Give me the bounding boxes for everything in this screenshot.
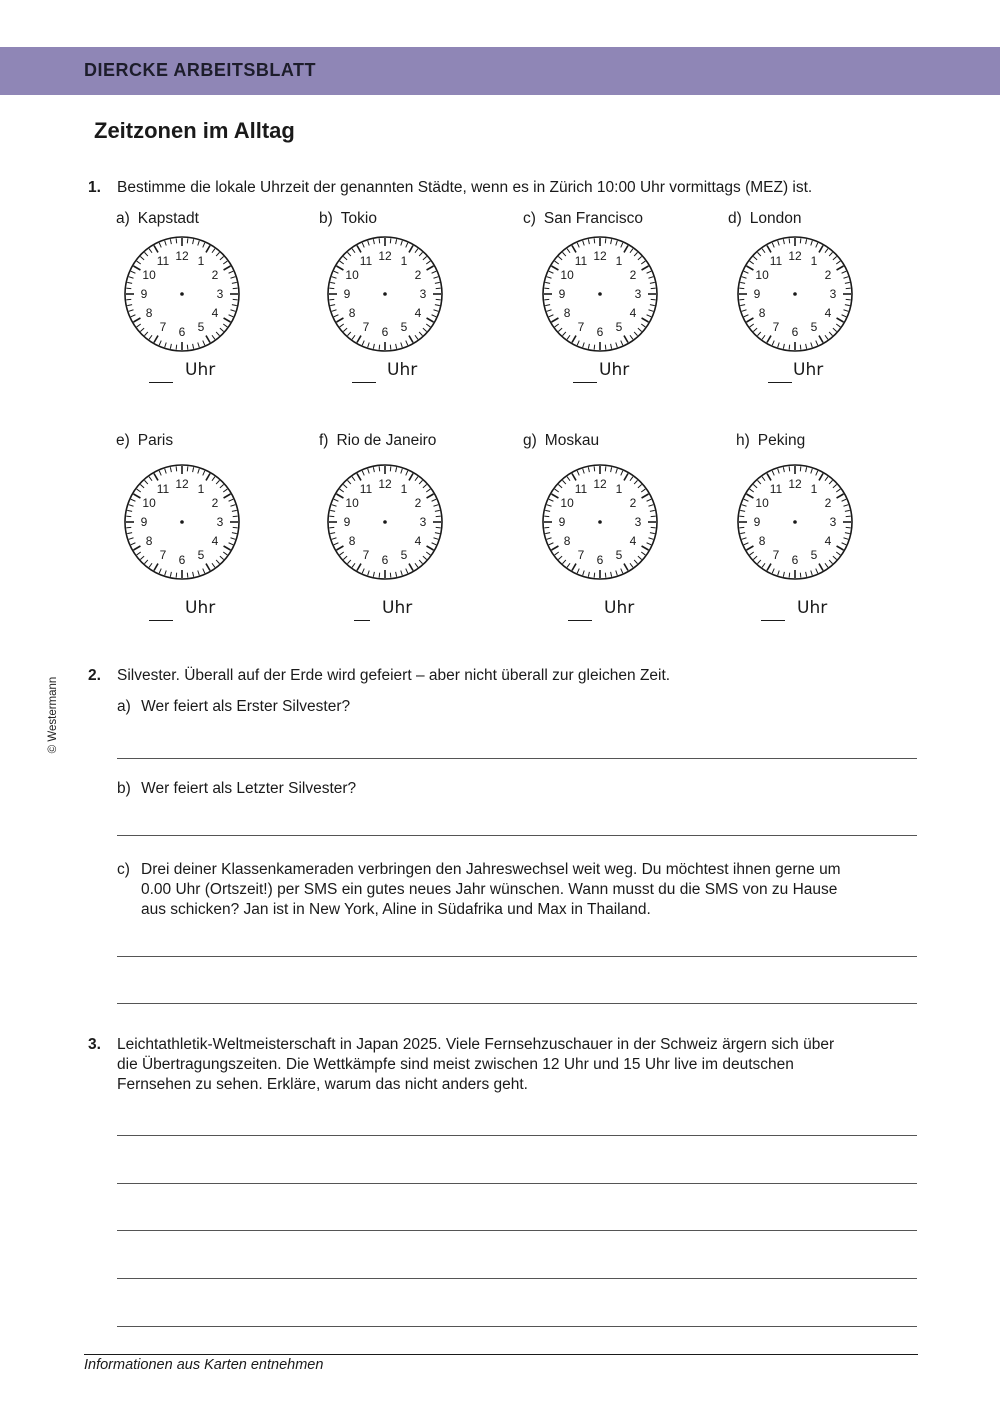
svg-text:7: 7 <box>577 547 585 562</box>
uhr-label: Uhr <box>382 598 413 618</box>
time-answer-blank[interactable] <box>149 382 173 383</box>
task-2c-letter: c) <box>117 861 130 878</box>
footer-rule <box>84 1354 918 1355</box>
svg-text:5: 5 <box>197 319 205 334</box>
clock-item <box>523 432 703 632</box>
svg-text:6: 6 <box>596 553 604 567</box>
svg-text:10: 10 <box>345 496 359 510</box>
svg-text:3: 3 <box>419 515 427 529</box>
svg-text:5: 5 <box>810 319 818 334</box>
time-answer-blank[interactable] <box>149 620 173 621</box>
city-name: Moskau <box>544 432 600 449</box>
svg-text:8: 8 <box>758 306 766 320</box>
city-letter: e) <box>116 432 130 449</box>
clock-item <box>319 210 499 410</box>
svg-text:9: 9 <box>343 515 351 529</box>
svg-text:10: 10 <box>755 496 769 510</box>
svg-text:3: 3 <box>829 515 837 529</box>
task-2-text: Silvester. Überall auf der Erde wird gefeiert – aber nicht überall zur gleichen Zeit. <box>117 667 671 684</box>
uhr-label: Uhr <box>797 598 828 618</box>
city-letter: g) <box>523 432 537 449</box>
answer-line[interactable] <box>117 1003 917 1004</box>
city-letter: a) <box>116 210 130 227</box>
svg-text:8: 8 <box>348 534 356 548</box>
uhr-label: Uhr <box>185 598 216 618</box>
answer-line[interactable] <box>117 1230 917 1231</box>
svg-text:3: 3 <box>216 515 224 529</box>
city-name: Tokio <box>340 210 377 227</box>
svg-text:5: 5 <box>400 547 408 562</box>
time-answer-blank[interactable] <box>568 620 592 621</box>
task-2b-text: Wer feiert als Letzter Silvester? <box>141 780 357 797</box>
clock-item <box>319 432 499 632</box>
svg-text:8: 8 <box>758 534 766 548</box>
svg-text:2: 2 <box>629 268 637 282</box>
svg-text:5: 5 <box>810 547 818 562</box>
svg-text:9: 9 <box>558 515 566 529</box>
svg-text:2: 2 <box>414 496 422 510</box>
task-1-text: Bestimme die lokale Uhrzeit der genannten Städte, wenn es in Zürich 10:00 Uhr vormittags (MEZ) ist. <box>117 179 813 196</box>
uhr-label: Uhr <box>185 360 216 380</box>
svg-text:2: 2 <box>824 496 832 510</box>
time-answer-blank[interactable] <box>761 620 785 621</box>
svg-text:7: 7 <box>772 547 780 562</box>
svg-text:12: 12 <box>788 477 802 491</box>
svg-text:3: 3 <box>419 287 427 301</box>
svg-text:6: 6 <box>791 325 799 339</box>
svg-text:11: 11 <box>574 482 588 497</box>
header-title: DIERCKE ARBEITSBLATT <box>84 60 316 80</box>
task-2b <box>117 779 356 799</box>
svg-text:12: 12 <box>593 477 607 491</box>
city-name: Paris <box>137 432 174 449</box>
city-name: San Francisco <box>543 210 643 227</box>
city-name: Rio de Janeiro <box>336 432 437 449</box>
answer-line[interactable] <box>117 1183 917 1184</box>
svg-text:2: 2 <box>824 268 832 282</box>
task-2a-text: Wer feiert als Erster Silvester? <box>141 698 351 715</box>
answer-line[interactable] <box>117 1278 917 1279</box>
task-2c-line: Drei deiner Klassenkameraden verbringen den Jahreswechsel weit weg. Du möchtest ihnen gerne um <box>141 861 841 878</box>
svg-text:6: 6 <box>381 553 389 567</box>
task-2c-text <box>141 860 841 920</box>
svg-text:8: 8 <box>145 534 153 548</box>
svg-text:9: 9 <box>558 287 566 301</box>
svg-text:1: 1 <box>615 482 623 497</box>
task-1-number: 1. <box>88 179 101 196</box>
svg-text:7: 7 <box>577 319 585 334</box>
svg-text:6: 6 <box>596 325 604 339</box>
svg-text:7: 7 <box>772 319 780 334</box>
svg-text:11: 11 <box>359 254 373 269</box>
svg-text:4: 4 <box>824 534 832 548</box>
page-title: Zeitzonen im Alltag <box>94 118 295 143</box>
svg-text:10: 10 <box>142 496 156 510</box>
svg-text:11: 11 <box>574 254 588 269</box>
city-letter: b) <box>319 210 333 227</box>
svg-text:4: 4 <box>824 306 832 320</box>
clock-face-icon <box>120 232 244 356</box>
svg-text:3: 3 <box>829 287 837 301</box>
uhr-label: Uhr <box>604 598 635 618</box>
svg-text:2: 2 <box>414 268 422 282</box>
svg-text:9: 9 <box>140 287 148 301</box>
svg-text:2: 2 <box>211 496 219 510</box>
svg-text:3: 3 <box>216 287 224 301</box>
clock-face-icon <box>323 460 447 584</box>
task-3-line: die Übertragungszeiten. Die Wettkämpfe sind meist zwischen 12 Uhr und 15 Uhr live im deutschen <box>117 1056 794 1073</box>
clock-item <box>116 432 296 632</box>
svg-text:4: 4 <box>414 306 422 320</box>
clock-item <box>116 210 296 410</box>
time-answer-blank[interactable] <box>354 620 370 621</box>
clock-face-icon <box>733 232 857 356</box>
svg-text:9: 9 <box>343 287 351 301</box>
copyright-note: © Westermann <box>47 676 59 754</box>
svg-text:10: 10 <box>560 496 574 510</box>
svg-text:11: 11 <box>359 482 373 497</box>
answer-line[interactable] <box>117 758 917 759</box>
task-3-number: 3. <box>88 1036 101 1053</box>
svg-text:2: 2 <box>629 496 637 510</box>
svg-text:12: 12 <box>175 249 189 263</box>
svg-text:1: 1 <box>615 254 623 269</box>
svg-text:11: 11 <box>769 482 783 497</box>
clock-face-icon <box>120 460 244 584</box>
svg-text:7: 7 <box>159 547 167 562</box>
svg-text:6: 6 <box>178 325 186 339</box>
svg-text:5: 5 <box>615 319 623 334</box>
clock-item <box>523 210 703 410</box>
task-3-line: Leichtathletik-Weltmeisterschaft in Japan 2025. Viele Fernsehzuschauer in der Schweiz ärgern sich über <box>117 1036 835 1053</box>
svg-text:5: 5 <box>615 547 623 562</box>
svg-text:4: 4 <box>629 534 637 548</box>
svg-text:12: 12 <box>175 477 189 491</box>
task-3-text <box>117 1035 834 1095</box>
clock-face-icon <box>538 460 662 584</box>
clock-face-icon <box>538 232 662 356</box>
footer-text: Informationen aus Karten entnehmen <box>84 1357 324 1373</box>
city-letter: f) <box>319 432 329 449</box>
svg-text:4: 4 <box>414 534 422 548</box>
task-2b-letter: b) <box>117 780 131 797</box>
svg-text:4: 4 <box>629 306 637 320</box>
svg-text:12: 12 <box>593 249 607 263</box>
svg-text:1: 1 <box>400 482 408 497</box>
svg-text:1: 1 <box>810 482 818 497</box>
uhr-label: Uhr <box>387 360 418 380</box>
task-2a <box>117 697 350 717</box>
svg-text:1: 1 <box>197 482 205 497</box>
svg-text:11: 11 <box>156 254 170 269</box>
city-name: Kapstadt <box>137 210 199 227</box>
svg-text:3: 3 <box>634 287 642 301</box>
clock-face-icon <box>733 460 857 584</box>
svg-text:12: 12 <box>378 477 392 491</box>
svg-text:1: 1 <box>400 254 408 269</box>
svg-text:11: 11 <box>769 254 783 269</box>
svg-text:8: 8 <box>145 306 153 320</box>
task-3-line: Fernsehen zu sehen. Erkläre, warum das nicht anders geht. <box>117 1076 528 1093</box>
svg-text:9: 9 <box>140 515 148 529</box>
svg-text:7: 7 <box>159 319 167 334</box>
svg-text:1: 1 <box>197 254 205 269</box>
svg-text:8: 8 <box>563 306 571 320</box>
svg-text:10: 10 <box>560 268 574 282</box>
svg-text:6: 6 <box>791 553 799 567</box>
answer-line[interactable] <box>117 835 917 836</box>
svg-text:10: 10 <box>345 268 359 282</box>
svg-text:4: 4 <box>211 306 219 320</box>
uhr-label: Uhr <box>793 360 824 380</box>
svg-text:12: 12 <box>378 249 392 263</box>
clock-face-icon <box>323 232 447 356</box>
clock-item <box>736 432 916 632</box>
svg-text:8: 8 <box>563 534 571 548</box>
answer-line[interactable] <box>117 956 917 957</box>
answer-line[interactable] <box>117 1326 917 1327</box>
svg-text:2: 2 <box>211 268 219 282</box>
svg-text:10: 10 <box>755 268 769 282</box>
time-answer-blank[interactable] <box>573 382 597 383</box>
city-letter: c) <box>523 210 536 227</box>
clock-item <box>728 210 908 410</box>
svg-text:5: 5 <box>197 547 205 562</box>
task-2a-letter: a) <box>117 698 131 715</box>
svg-text:6: 6 <box>381 325 389 339</box>
city-letter: h) <box>736 432 750 449</box>
svg-text:6: 6 <box>178 553 186 567</box>
city-letter: d) <box>728 210 742 227</box>
task-2c-line: 0.00 Uhr (Ortszeit!) per SMS ein gutes neues Jahr wünschen. Wann musst du die SMS von zu Hause <box>141 881 838 898</box>
svg-text:7: 7 <box>362 547 370 562</box>
city-name: London <box>749 210 802 227</box>
task-2-number: 2. <box>88 667 101 684</box>
svg-text:8: 8 <box>348 306 356 320</box>
svg-text:9: 9 <box>753 287 761 301</box>
city-name: Peking <box>757 432 806 449</box>
svg-text:3: 3 <box>634 515 642 529</box>
svg-text:7: 7 <box>362 319 370 334</box>
svg-text:1: 1 <box>810 254 818 269</box>
svg-text:11: 11 <box>156 482 170 497</box>
svg-text:10: 10 <box>142 268 156 282</box>
svg-text:9: 9 <box>753 515 761 529</box>
answer-line[interactable] <box>117 1135 917 1136</box>
svg-text:4: 4 <box>211 534 219 548</box>
time-answer-blank[interactable] <box>352 382 376 383</box>
time-answer-blank[interactable] <box>768 382 792 383</box>
uhr-label: Uhr <box>599 360 630 380</box>
svg-text:12: 12 <box>788 249 802 263</box>
task-2c-line: aus schicken? Jan ist in New York, Aline in Südafrika und Max in Thailand. <box>141 901 651 918</box>
svg-text:5: 5 <box>400 319 408 334</box>
